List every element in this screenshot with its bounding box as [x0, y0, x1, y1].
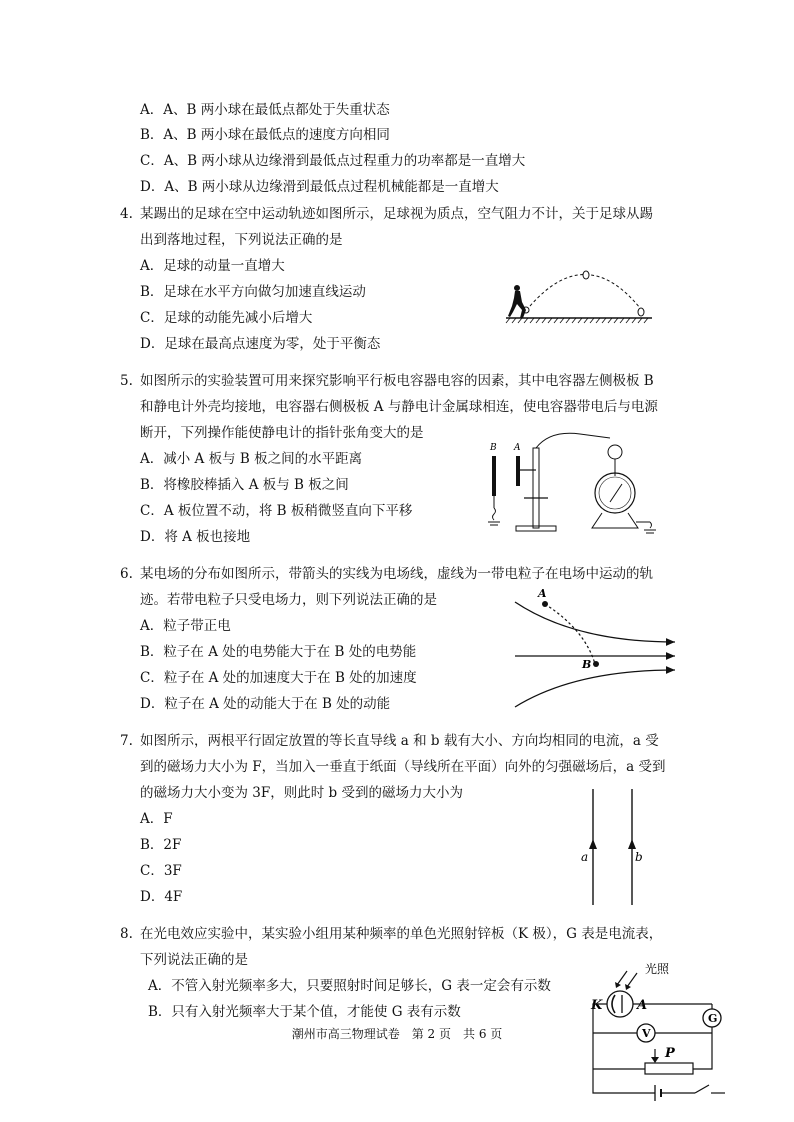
q7-option-c: C．3F	[140, 863, 182, 879]
point-b	[593, 661, 599, 667]
q7-option-a: A．F	[140, 811, 173, 827]
q5-option-a: A．减小 A 板与 B 板之间的水平距离	[140, 451, 363, 467]
q5-option-c: C．A 板位置不动，将 B 板稍微竖直向下平移	[140, 503, 413, 519]
rheostat	[645, 1063, 693, 1074]
wire-b-arrow	[628, 839, 636, 849]
point-a-label: A	[538, 587, 547, 600]
q4-number: 4.	[120, 206, 133, 222]
q6-option-b: B．粒子在 A 处的电势能大于在 B 处的电势能	[140, 644, 417, 660]
q8-stem-line1: 在光电效应实验中，某实验小组用某种频率的单色光照射锌板（K 极），G 表是电流表，	[140, 926, 663, 942]
q5-number: 5.	[120, 373, 133, 389]
q6-option-c: C．粒子在 A 处的加速度大于在 B 处的加速度	[140, 670, 417, 686]
k-label: K	[591, 998, 603, 1013]
q4-stem-line1: 某踢出的足球在空中运动轨迹如图所示，足球视为质点，空气阻力不计，关于足球从踢	[140, 206, 653, 222]
field-line-bottom	[515, 670, 675, 707]
metal-ball	[608, 445, 622, 459]
wire-a-arrow	[589, 839, 597, 849]
q8-stem-line2: 下列说法正确的是	[140, 952, 248, 968]
a-label: A	[637, 998, 648, 1013]
q8-option-b: B．只有入射光频率大于某个值，才能使 G 表有示数	[148, 1004, 461, 1020]
plate-b-label: B	[490, 443, 497, 453]
q7-stem-line3: 的磁场力大小变为 3F，则此时 b 受到的磁场力大小为	[140, 785, 463, 801]
light-label: 光照	[645, 962, 670, 976]
q3-option-b: B．A、B 两小球在最低点的速度方向相同	[140, 127, 390, 143]
q4-option-b: B．足球在水平方向做匀加速直线运动	[140, 284, 366, 300]
stand-pole	[533, 448, 539, 528]
q6-option-a: A．粒子带正电	[140, 618, 231, 634]
q5-option-b: B．将橡胶棒插入 A 板与 B 板之间	[140, 477, 349, 493]
trajectory-dashed	[545, 604, 595, 664]
g-label: G	[708, 1012, 718, 1025]
plate-a	[516, 456, 520, 486]
q5-stem-line1: 如图所示的实验装置可用来探究影响平行板电容器电容的因素，其中电容器左侧极板 B	[140, 373, 654, 389]
q4-option-c: C．足球的动能先减小后增大	[140, 310, 313, 326]
q8-option-a: A．不管入射光频率多大，只要照射时间足够长，G 表一定会有示数	[148, 978, 551, 994]
q7-number: 7.	[120, 733, 133, 749]
q7-option-d: D．4F	[140, 889, 183, 905]
p-label: P	[665, 1046, 675, 1061]
q7-stem-line2: 到的磁场力大小为 F，当加入一垂直于纸面（导线所在平面）向外的匀强磁场后，a 受到	[140, 759, 666, 775]
q7-stem-line1: 如图所示，两根平行固定放置的等长直导线 a 和 b 载有大小、方向均相同的电流，a 受	[140, 733, 659, 749]
q8-number: 8.	[120, 926, 133, 942]
q4-option-d: D．足球在最高点速度为零，处于平衡态	[140, 336, 381, 352]
q3-option-c: C．A、B 两小球从边缘滑到最低点过程重力的功率都是一直增大	[140, 153, 526, 169]
q6-stem-line2: 迹。若带电粒子只受电场力，则下列说法正确的是	[140, 592, 437, 608]
q6-stem-line1: 某电场的分布如图所示，带箭头的实线为电场线，虚线为一带电粒子在电场中运动的轨	[140, 566, 653, 582]
q5-stem-line3: 断开，下列操作能使静电计的指针张角变大的是	[140, 425, 424, 441]
photocell-tube	[607, 991, 633, 1017]
q6-option-d: D．粒子在 A 处的动能大于在 B 处的动能	[140, 696, 391, 712]
q4-option-a: A．足球的动量一直增大	[140, 258, 285, 274]
q5-option-d: D．将 A 板也接地	[140, 529, 251, 545]
wire-a-label: a	[581, 850, 589, 864]
electrometer-case	[595, 473, 635, 513]
q4-stem-line2: 出到落地过程，下列说法正确的是	[140, 232, 343, 248]
point-b-label: B	[582, 658, 592, 671]
electric-field-figure	[505, 582, 685, 710]
q5-stem-line2: 和静电计外壳均接地，电容器右侧极板 A 与静电计金属球相连，使电容器带电后与电源	[140, 399, 658, 415]
page-footer: 潮州市高三物理试卷 第 2 页 共 6 页	[291, 1027, 503, 1041]
v-label: V	[642, 1027, 651, 1040]
q6-number: 6.	[120, 566, 133, 582]
q3-option-d: D．A、B 两小球从边缘滑到最低点过程机械能都是一直增大	[140, 179, 499, 195]
point-a	[542, 601, 548, 607]
football-trajectory-figure	[500, 262, 660, 326]
field-line-top	[515, 602, 675, 642]
plate-b	[492, 456, 496, 496]
switch	[695, 1085, 709, 1093]
q7-option-b: B．2F	[140, 837, 182, 853]
q3-option-a: A．A、B 两小球在最低点都处于失重状态	[140, 102, 390, 118]
plate-a-label: A	[514, 443, 521, 453]
player-icon	[508, 285, 526, 318]
wire-b-label: b	[635, 850, 643, 864]
parallel-wires-figure	[575, 785, 655, 910]
capacitor-electrometer-figure	[470, 428, 665, 538]
